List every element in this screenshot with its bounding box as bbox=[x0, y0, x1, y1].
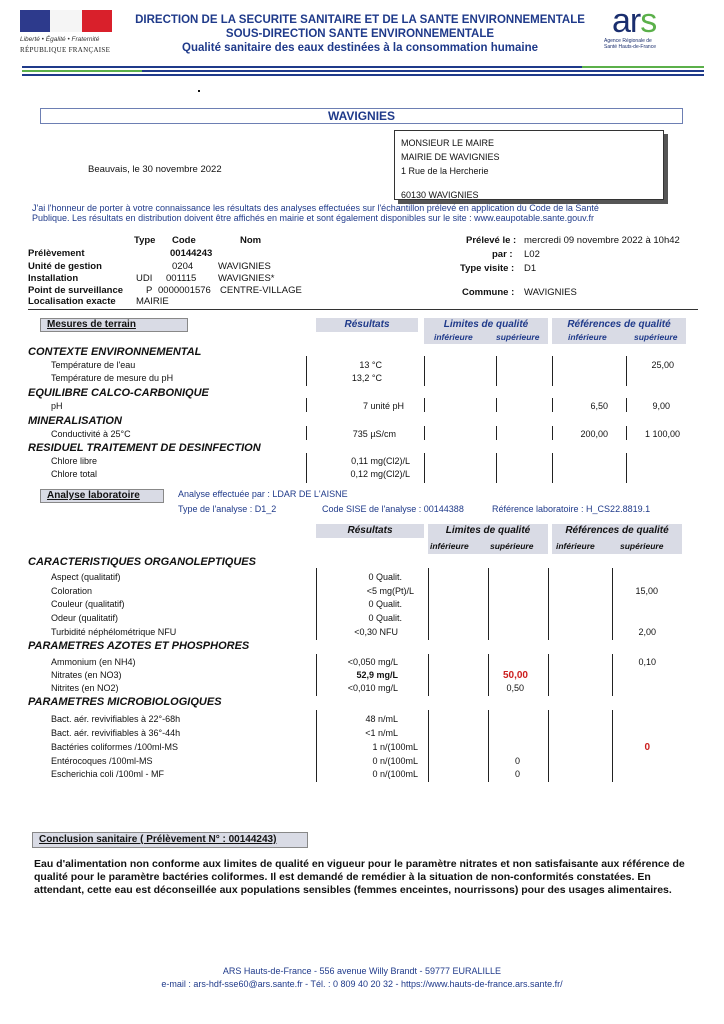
point-type: P bbox=[146, 285, 153, 296]
grid-line bbox=[612, 654, 613, 696]
row-ref-sup: 0,10 bbox=[638, 657, 656, 667]
row-result: 7 unité pH bbox=[362, 401, 404, 411]
point-code: 0000001576 bbox=[158, 285, 211, 296]
grid-line bbox=[306, 426, 307, 440]
row-ref-sup: 1 100,00 bbox=[644, 429, 680, 439]
grid-line bbox=[424, 453, 425, 483]
labo-col-results: Résultats bbox=[316, 524, 424, 538]
row-label: Bactéries coliformes /100ml-MS bbox=[51, 742, 179, 752]
row-ref-sup: 9,00 bbox=[652, 401, 670, 411]
commune-title: WAVIGNIES bbox=[40, 108, 683, 124]
grid-line bbox=[316, 710, 317, 782]
intro-line-1: J'ai l'honneur de porter à votre connaissance les résultats des analyses effectuées sur l'échantillon prélevé en application du Code de la Santé bbox=[32, 203, 599, 213]
header-title-3: Qualité sanitaire des eaux destinées à la consommation humaine bbox=[182, 42, 538, 54]
labo-col-limits: Limites de qualité bbox=[428, 524, 548, 554]
row-result: 48 n/mL bbox=[365, 714, 398, 724]
ars-logo-subtitle: Agence Régionale de Santé Hauts-de-France bbox=[604, 38, 656, 50]
row-ref-inf: 6,50 bbox=[590, 401, 608, 411]
grid-line bbox=[496, 356, 497, 386]
row-ref-sup: 2,00 bbox=[638, 627, 656, 637]
grid-line bbox=[316, 568, 317, 640]
visite-value: D1 bbox=[524, 263, 537, 274]
row-result: 0 n/(100mL bbox=[372, 756, 418, 766]
row-result: <0,010 mg/L bbox=[347, 683, 398, 693]
installation-label: Installation bbox=[28, 273, 79, 284]
address-line: 1 Rue de la Hercherie bbox=[401, 166, 489, 176]
row-result: 0 Qualit. bbox=[368, 613, 402, 623]
row-lim-sup: 0 bbox=[514, 756, 520, 766]
visite-label: Type visite : bbox=[460, 263, 515, 274]
labo-col-refs: Références de qualité bbox=[552, 524, 682, 554]
unite-code: 0204 bbox=[172, 261, 194, 272]
localisation-value: MAIRIE bbox=[136, 296, 169, 307]
grid-line bbox=[626, 453, 627, 483]
stray-dot bbox=[198, 90, 200, 92]
labo-ref-sup: supérieure bbox=[620, 541, 664, 551]
row-label: Conductivité à 25°C bbox=[51, 429, 131, 439]
address-block bbox=[394, 130, 664, 200]
installation-type: UDI bbox=[136, 273, 153, 284]
row-result: 52,9 mg/L bbox=[356, 670, 398, 680]
row-ref-inf: 200,00 bbox=[580, 429, 608, 439]
grid-line bbox=[612, 710, 613, 782]
labo-code-sise: Code SISE de l'analyse : 00144388 bbox=[322, 504, 464, 514]
row-ref-sup-nonconform: 0 bbox=[644, 742, 650, 753]
row-result: 0 Qualit. bbox=[368, 599, 402, 609]
row-label: Bact. aér. revivifiables à 22°-68h bbox=[51, 714, 181, 724]
grid-line bbox=[552, 356, 553, 386]
unite-label: Unité de gestion bbox=[28, 261, 102, 272]
row-result: 13 °C bbox=[359, 360, 382, 370]
conclusion-text: Eau d'alimentation non conforme aux limites de qualité en vigueur pour le paramètre nitrates et non satisfaisante aux référence de qualité pour le paramètre bactéries coliformes. Il est demandé de remédier à la situation de non-conformités constatées. En attendant, cette eau est déconseillée aux populations sensibles (femmes enceintes, nourrissons) pour des usages alimentaires. bbox=[34, 858, 685, 896]
par-value: L02 bbox=[524, 249, 540, 260]
grid-line bbox=[612, 568, 613, 640]
labo-lim-sup: supérieure bbox=[490, 541, 534, 551]
row-result: 0 Qualit. bbox=[368, 572, 402, 582]
conclusion-title: Conclusion sanitaire ( Prélèvement N° : 00144243) bbox=[32, 832, 308, 848]
commune-label: Commune : bbox=[462, 287, 515, 298]
row-ref-sup: 25,00 bbox=[651, 360, 674, 370]
row-label: Bact. aér. revivifiables à 36°-44h bbox=[51, 728, 181, 738]
row-result: 735 µS/cm bbox=[352, 429, 396, 439]
grid-line bbox=[424, 356, 425, 386]
row-lim-sup: 0 bbox=[514, 769, 520, 779]
terrain-ref-inf: inférieure bbox=[568, 332, 607, 342]
row-result: 0,11 mg(Cl2)/L bbox=[351, 456, 410, 466]
divider bbox=[28, 309, 698, 310]
row-label: Entérocoques /100ml-MS bbox=[51, 756, 153, 766]
labo-section-title: Analyse laboratoire bbox=[40, 489, 164, 503]
group-title: MINERALISATION bbox=[28, 415, 122, 427]
labo-ref-inf: inférieure bbox=[556, 541, 595, 551]
group-title: PARAMETRES AZOTES ET PHOSPHORES bbox=[28, 640, 250, 652]
row-result: <0,30 NFU bbox=[354, 627, 398, 637]
address-line: MAIRIE DE WAVIGNIES bbox=[401, 152, 500, 162]
row-result: <5 mg(Pt)/L bbox=[366, 586, 414, 596]
prelevement-label: Prélèvement bbox=[28, 248, 85, 259]
grid-line bbox=[548, 568, 549, 640]
row-label: Couleur (qualitatif) bbox=[51, 599, 125, 609]
place-date: Beauvais, le 30 novembre 2022 bbox=[88, 164, 222, 175]
grid-line bbox=[428, 710, 429, 782]
ars-logo-s: s bbox=[640, 2, 657, 40]
group-title: PARAMETRES MICROBIOLOGIQUES bbox=[28, 696, 222, 708]
grid-line bbox=[626, 398, 627, 412]
row-label: Turbidité néphélométrique NFU bbox=[51, 627, 177, 637]
header-title-1: DIRECTION DE LA SECURITE SANITAIRE ET DE LA SANTE ENVIRONNEMENTALE bbox=[135, 14, 585, 26]
installation-code: 001115 bbox=[166, 273, 197, 284]
group-title: RESIDUEL TRAITEMENT DE DESINFECTION bbox=[28, 442, 261, 454]
grid-line bbox=[626, 356, 627, 386]
header-title-2: SOUS-DIRECTION SANTE ENVIRONNEMENTALE bbox=[225, 28, 495, 40]
terrain-lim-sup: supérieure bbox=[496, 332, 540, 342]
labo-type-analyse: Type de l'analyse : D1_2 bbox=[178, 504, 277, 514]
grid-line bbox=[548, 710, 549, 782]
par-label: par : bbox=[492, 249, 513, 260]
row-label: Coloration bbox=[51, 586, 93, 596]
grid-line bbox=[424, 398, 425, 412]
grid-line bbox=[496, 398, 497, 412]
row-label: Aspect (qualitatif) bbox=[51, 572, 121, 582]
row-label: Escherichia coli /100ml - MF bbox=[51, 769, 165, 779]
col-header-code: Code bbox=[172, 235, 196, 246]
grid-line bbox=[428, 654, 429, 696]
rf-name: RÉPUBLIQUE FRANÇAISE bbox=[20, 46, 111, 54]
grid-line bbox=[488, 710, 489, 782]
address-line: 60130 WAVIGNIES bbox=[401, 190, 479, 200]
rf-motto: Liberté • Égalité • Fraternité bbox=[20, 36, 100, 43]
labo-lim-inf: inférieure bbox=[430, 541, 469, 551]
row-label: Température de mesure du pH bbox=[51, 373, 174, 383]
row-label: Nitrites (en NO2) bbox=[51, 683, 119, 693]
header-divider-lines bbox=[22, 64, 704, 80]
row-label: Ammonium (en NH4) bbox=[51, 657, 136, 667]
grid-line bbox=[626, 426, 627, 440]
terrain-col-refs: Références de qualité bbox=[552, 318, 686, 344]
point-label: Point de surveillance bbox=[28, 285, 124, 296]
footer-line-2: e-mail : ars-hdf-sse60@ars.sante.fr - Tél. : 0 809 40 20 32 - https://www.hauts-de-france.ars.sante.fr/ bbox=[161, 979, 563, 989]
preleve-value: mercredi 09 novembre 2022 à 10h42 bbox=[524, 235, 680, 246]
grid-line bbox=[306, 453, 307, 483]
commune-value: WAVIGNIES bbox=[524, 287, 577, 298]
address-line bbox=[401, 178, 657, 188]
grid-line bbox=[306, 398, 307, 412]
row-result: 13,2 °C bbox=[351, 373, 382, 383]
prelevement-code: 00144243 bbox=[170, 248, 213, 259]
intro-line-2: Publique. Les résultats en distribution doivent être affichés en mairie et sont également disponibles sur le site : www.eaupotable.sante.gouv.fr bbox=[32, 213, 594, 223]
marianne-flag-icon bbox=[20, 8, 112, 34]
group-title: EQUILIBRE CALCO-CARBONIQUE bbox=[28, 387, 209, 399]
preleve-label: Prélevé le : bbox=[466, 235, 517, 246]
installation-nom: WAVIGNIES* bbox=[218, 273, 275, 284]
col-header-type: Type bbox=[134, 235, 156, 246]
row-label: Nitrates (en NO3) bbox=[51, 670, 122, 680]
grid-line bbox=[306, 356, 307, 386]
group-title: CARACTERISTIQUES ORGANOLEPTIQUES bbox=[28, 556, 256, 568]
point-nom: CENTRE-VILLAGE bbox=[220, 285, 302, 296]
grid-line bbox=[548, 654, 549, 696]
unite-nom: WAVIGNIES bbox=[218, 261, 271, 272]
grid-line bbox=[488, 654, 489, 696]
address-line: MONSIEUR LE MAIRE bbox=[401, 138, 495, 148]
republique-francaise-logo bbox=[20, 8, 112, 54]
grid-line bbox=[428, 568, 429, 640]
row-label: Chlore total bbox=[51, 469, 98, 479]
terrain-lim-inf: inférieure bbox=[434, 332, 473, 342]
terrain-col-results: Résultats bbox=[316, 318, 418, 332]
row-lim-sup-nonconform: 50,00 bbox=[502, 670, 528, 681]
grid-line bbox=[316, 654, 317, 696]
row-result: <1 n/mL bbox=[365, 728, 398, 738]
terrain-col-limits: Limites de qualité bbox=[424, 318, 548, 344]
row-label: Odeur (qualitatif) bbox=[51, 613, 119, 623]
row-result: 1 n/(100mL bbox=[372, 742, 418, 752]
ars-logo bbox=[604, 2, 694, 56]
grid-line bbox=[496, 426, 497, 440]
row-label: Chlore libre bbox=[51, 456, 98, 466]
ars-logo-text: ars bbox=[612, 2, 657, 40]
localisation-label: Localisation exacte bbox=[28, 296, 116, 307]
labo-ref: Référence laboratoire : H_CS22.8819.1 bbox=[492, 504, 651, 514]
grid-line bbox=[488, 568, 489, 640]
row-lim-sup: 0,50 bbox=[506, 683, 524, 693]
terrain-section-title: Mesures de terrain bbox=[40, 318, 188, 332]
grid-line bbox=[552, 453, 553, 483]
labo-effectuee: Analyse effectuée par : LDAR DE L'AISNE bbox=[178, 489, 348, 499]
col-header-nom: Nom bbox=[240, 235, 262, 246]
row-ref-sup: 15,00 bbox=[635, 586, 658, 596]
row-label: pH bbox=[51, 401, 63, 411]
row-result: 0 n/(100mL bbox=[372, 769, 418, 779]
grid-line bbox=[424, 426, 425, 440]
terrain-ref-sup: supérieure bbox=[634, 332, 678, 342]
group-title: CONTEXTE ENVIRONNEMENTAL bbox=[28, 346, 202, 358]
row-result: <0,050 mg/L bbox=[347, 657, 398, 667]
grid-line bbox=[552, 426, 553, 440]
row-label: Température de l'eau bbox=[51, 360, 136, 370]
footer-line-1: ARS Hauts-de-France - 556 avenue Willy Brandt - 59777 EURALILLE bbox=[222, 966, 502, 976]
grid-line bbox=[496, 453, 497, 483]
grid-line bbox=[552, 398, 553, 412]
row-result: 0,12 mg(Cl2)/L bbox=[350, 469, 410, 479]
